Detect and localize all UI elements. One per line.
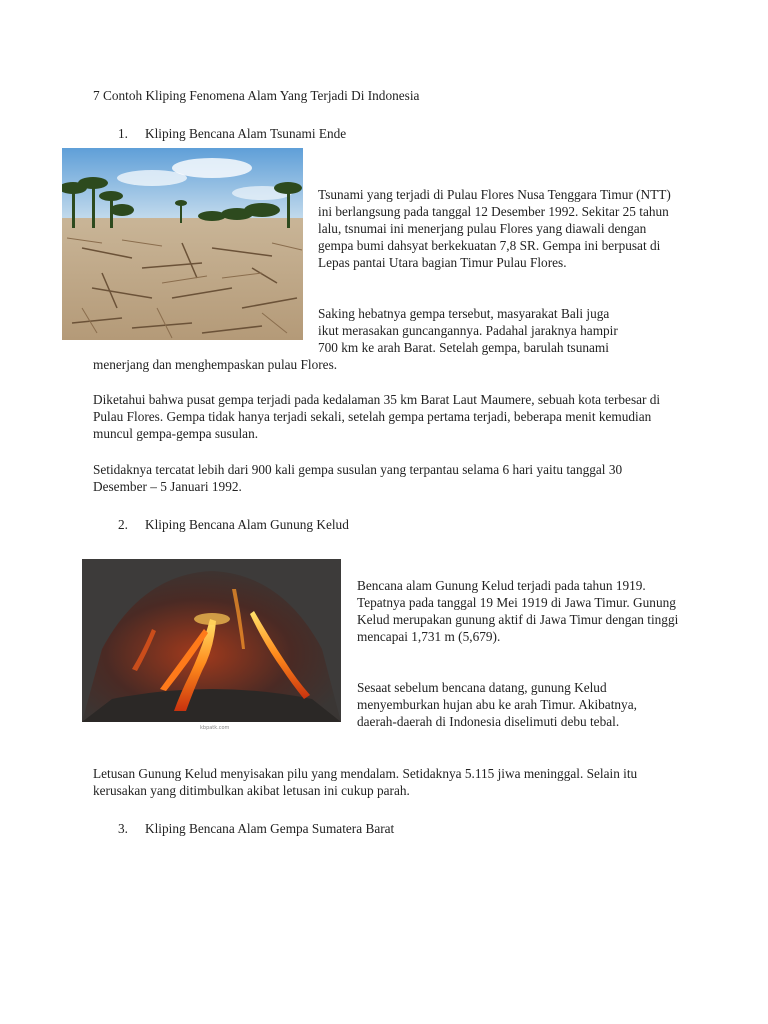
kelud-paragraph-2: Sesaat sebelum bencana datang, gunung Kelud menyemburkan hujan abu ke arah Timur. Akibatnya, daerah-daerah di Indonesia diselimuti debu tebal. (357, 680, 637, 729)
paragraph-line: Saking hebatnya gempa tersebut, masyarakat Bali juga (318, 306, 610, 321)
section-heading-label: Kliping Bencana Alam Tsunami Ende (145, 126, 347, 141)
tsunami-paragraph-2 (318, 305, 680, 356)
tsunami-paragraph-2-tail: menerjang dan menghempaskan pulau Flores. (93, 357, 338, 372)
paragraph-line: 700 km ke arah Barat. Setelah gempa, barulah tsunami (318, 340, 609, 355)
section-heading-2 (118, 517, 418, 535)
volcano-eruption-photo (82, 559, 341, 722)
section-heading-label: Kliping Bencana Alam Gunung Kelud (145, 517, 349, 532)
section-heading-label: Kliping Bencana Alam Gempa Sumatera Barat (145, 821, 395, 836)
section-number: 1. (118, 126, 128, 141)
section-number: 2. (118, 517, 128, 532)
tsunami-paragraph-4: Setidaknya tercatat lebih dari 900 kali gempa susulan yang terpantau selama 6 hari yaitu tanggal 30 Desember – 5 Januari 1992. (93, 462, 623, 494)
kelud-paragraph-3: Letusan Gunung Kelud menyisakan pilu yang mendalam. Setidaknya 5.115 jiwa meninggal. Selain itu kerusakan yang ditimbulkan akibat letusan ini cukup parah. (93, 766, 638, 798)
tsunami-paragraph-3: Diketahui bahwa pusat gempa terjadi pada kedalaman 35 km Barat Laut Maumere, sebuah kota terbesar di Pulau Flores. Gempa tidak hanya terjadi sekali, setelah gempa pertama terjadi, beberapa menit kemudian muncul gempa-gempa susulan. (93, 392, 661, 441)
kelud-paragraph-1: Bencana alam Gunung Kelud terjadi pada tahun 1919. Tepatnya pada tanggal 19 Mei 1919 di Jawa Timur. Gunung Kelud merupakan gunung aktif di Jawa Timur dengan tinggi mencapai 1,731 m (5,679). (357, 578, 679, 644)
section-heading-1 (118, 126, 418, 144)
document-title: 7 Contoh Kliping Fenomena Alam Yang Terjadi Di Indonesia (93, 88, 420, 103)
paragraph-line: ikut merasakan guncangannya. Padahal jaraknya hampir (318, 323, 618, 338)
image-credit: kbpatk.com (200, 725, 230, 731)
tsunami-aftermath-photo (62, 148, 303, 340)
tsunami-paragraph-1: Tsunami yang terjadi di Pulau Flores Nusa Tenggara Timur (NTT) ini berlangsung pada tanggal 12 Desember 1992. Sekitar 25 tahun lalu, tsnumai ini menerjang pulau Flores yang diawali dengan gempa bumi dahsyat berkekuatan 7,8 SR. Gempa ini berpusat di Lepas pantai Utara bagian Timur Pulau Flores. (318, 187, 671, 270)
section-number: 3. (118, 821, 128, 836)
section-heading-3 (118, 821, 458, 839)
